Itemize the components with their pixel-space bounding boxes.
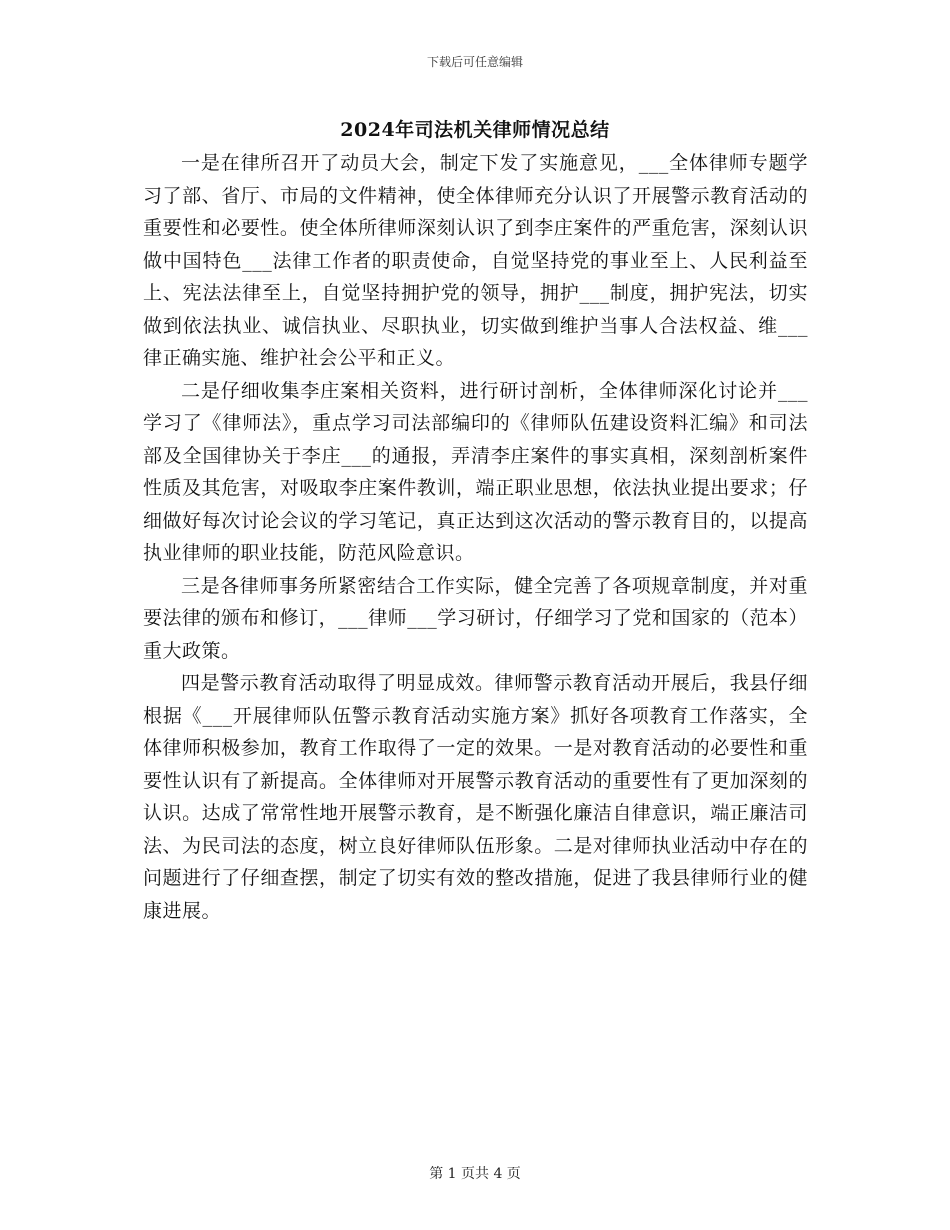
paragraph-3: 三是各律师事务所紧密结合工作实际，健全完善了各项规章制度，并对重要法律的颁布和修订，___律师___学习研讨，仔细学习了党和国家的（范本）重大政策。 (143, 574, 808, 662)
page-number: 第 1 页共 4 页 (429, 1166, 521, 1182)
page-header-note: 下载后可任意编辑 (426, 55, 523, 69)
paragraph-1: 一是在律所召开了动员大会，制定下发了实施意见，___全体律师专题学习了部、省厅、市局的文件精神，使全体律师充分认识了开展警示教育活动的重要性和必要性。使全体所律师深刻认识了到李庄案件的严重危害，深刻认识做中国特色___法律工作者的职责使命，自觉坚持党的事业至上、人民利益至上、宪法法律至上，自觉坚持拥护党的领导，拥护___制度，拥护宪法，切实做到依法执业、诚信执业、尽职执业，切实做到维护当事人合法权益、维___律正确实施、维护社会公平和正义。 (143, 152, 808, 369)
paragraph-2: 二是仔细收集李庄案相关资料，进行研讨剖析，全体律师深化讨论并___学习了《律师法》，重点学习司法部编印的《律师队伍建设资料汇编》和司法部及全国律协关于李庄___的通报，弄清李庄案件的事实真相，深刻剖析案件性质及其危害，对吸取李庄案件教训，端正职业思想，依法执业提出要求；仔细做好每次讨论会议的学习笔记，真正达到这次活动的警示教育目的，以提高执业律师的职业技能，防范风险意识。 (143, 379, 808, 564)
paragraph-4: 四是警示教育活动取得了明显成效。律师警示教育活动开展后，我县仔细根据《___开展律师队伍警示教育活动实施方案》抓好各项教育工作落实，全体律师积极参加，教育工作取得了一定的效果。一是对教育活动的必要性和重要性认识有了新提高。全体律师对开展警示教育活动的重要性有了更加深刻的认识。达成了常常性地开展警示教育，是不断强化廉洁自律意识，端正廉洁司法、为民司法的态度，树立良好律师队伍形象。二是对律师执业活动中存在的问题进行了仔细查摆，制定了切实有效的整改措施，促进了我县律师行业的健康进展。 (143, 672, 808, 922)
document-title: 2024年司法机关律师情况总结 (340, 119, 610, 141)
document-body (143, 147, 808, 927)
